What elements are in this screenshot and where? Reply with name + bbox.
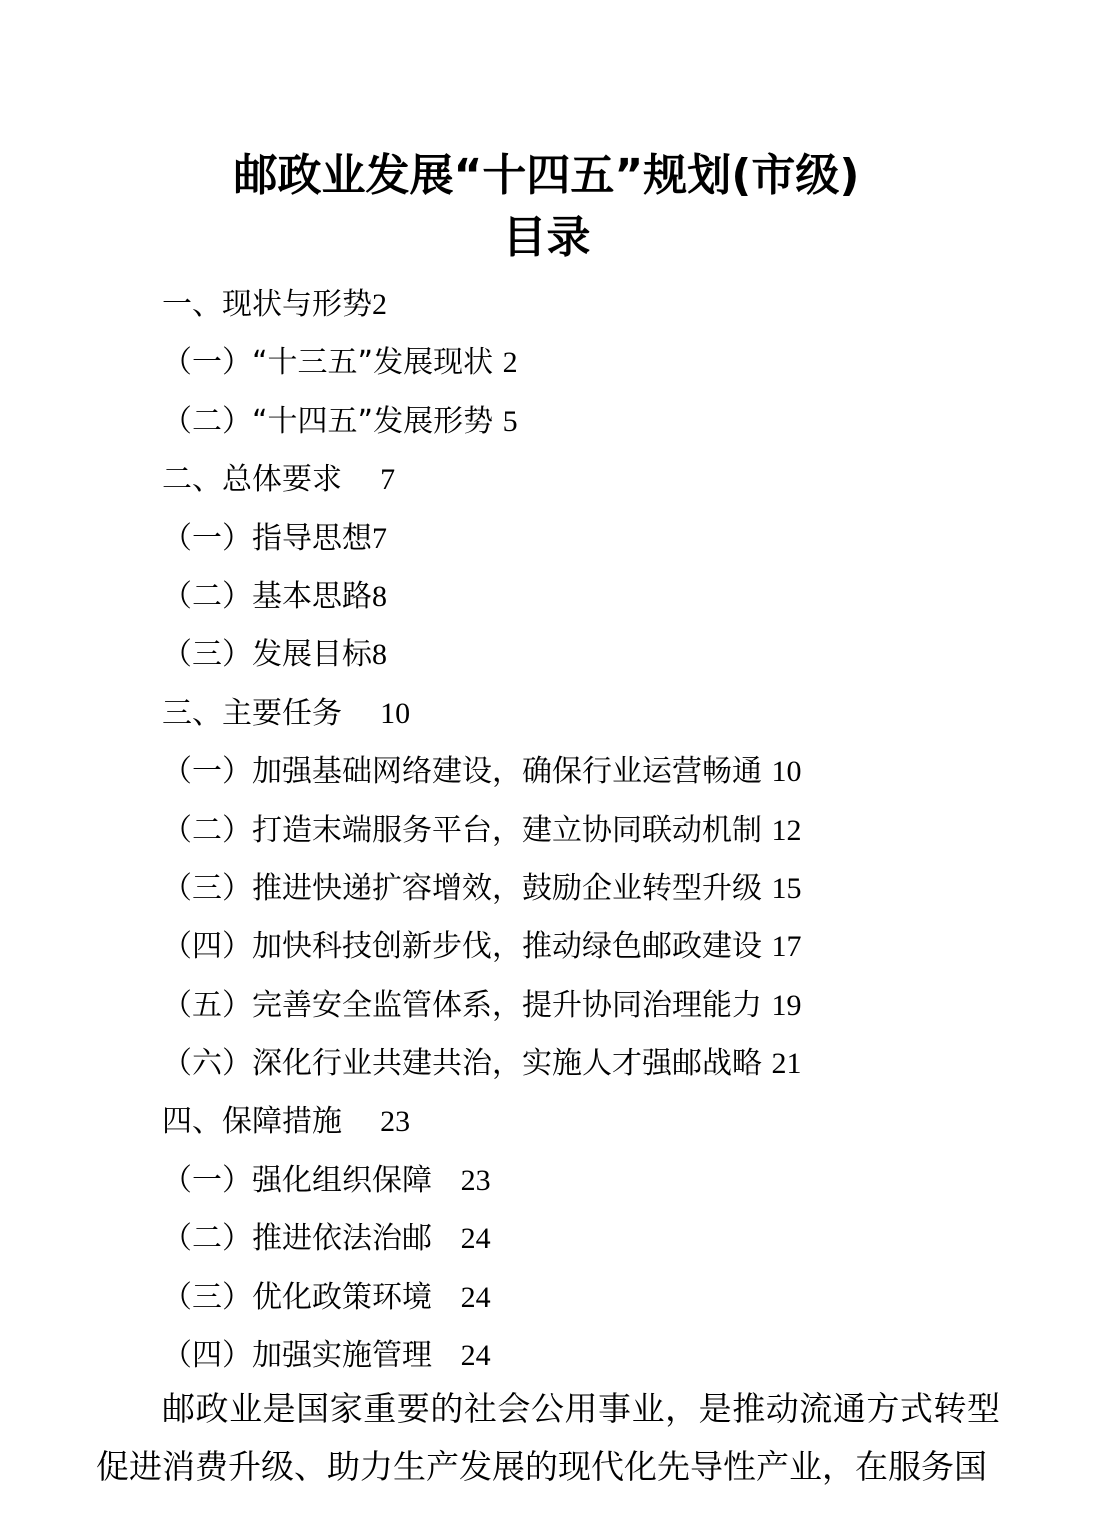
toc-entry-title: （三）推进快递扩容增效，鼓励企业转型升级 xyxy=(162,870,762,906)
toc-entry-page: 24 xyxy=(460,1222,491,1256)
toc-entry xyxy=(162,977,1042,1035)
toc-entry xyxy=(162,1093,1042,1151)
toc-entry-page: 24 xyxy=(460,1339,491,1373)
toc-entry xyxy=(162,510,1042,568)
toc-entry-page: 23 xyxy=(380,1105,411,1139)
toc-entry-title: 四、保障措施 xyxy=(162,1104,342,1140)
toc-entry-page: 15 xyxy=(771,871,802,905)
toc-entry-page: 12 xyxy=(771,813,802,847)
toc-entry xyxy=(162,743,1042,801)
toc-entry-gap xyxy=(762,929,772,964)
toc-entry-page: 17 xyxy=(771,930,802,964)
toc-entry-title: （一）指导思想 xyxy=(162,520,372,556)
toc-entry-page: 8 xyxy=(372,579,387,613)
toc-entry-gap xyxy=(493,345,503,380)
toc-entry-title: （一）强化组织保障 xyxy=(162,1162,432,1198)
toc-entry-page: 23 xyxy=(460,1163,491,1197)
toc-entry xyxy=(162,1210,1042,1268)
toc-entry-page: 2 xyxy=(502,346,518,380)
toc-entry-gap xyxy=(432,1163,461,1198)
toc-entry-title: （二）打造末端服务平台，建立协同联动机制 xyxy=(162,812,762,848)
toc-entry-page: 2 xyxy=(372,288,387,321)
toc-entry-title: （五）完善安全监管体系，提升协同治理能力 xyxy=(162,987,762,1023)
toc-entry xyxy=(162,1035,1042,1093)
toc-entry-gap xyxy=(342,1104,380,1139)
toc-entry xyxy=(162,685,1042,743)
toc-entry xyxy=(162,918,1042,976)
toc-entry-page: 19 xyxy=(771,988,802,1022)
toc-entry-gap xyxy=(762,988,772,1023)
toc-entry-page: 24 xyxy=(460,1280,491,1314)
toc-entry-gap xyxy=(762,813,772,848)
toc-entry-gap xyxy=(762,871,772,906)
toc-entry-gap xyxy=(342,696,380,731)
toc-entry xyxy=(162,626,1042,684)
toc-heading: 目录 xyxy=(502,212,591,263)
toc-entry-title: （六）深化行业共建共治，实施人才强邮战略 xyxy=(162,1046,762,1082)
toc-entry-page: 7 xyxy=(380,463,396,497)
toc-entry xyxy=(162,802,1042,860)
toc-entry-title: （二）“十四五”发展形势 xyxy=(162,403,494,439)
toc-entry-gap xyxy=(432,1221,461,1256)
toc-entry-page: 21 xyxy=(771,1047,802,1081)
toc-entry-title: 二、总体要求 xyxy=(162,462,342,498)
toc-entry-title: （二）基本思路 xyxy=(162,578,372,614)
toc-entry xyxy=(162,568,1042,626)
toc-entry xyxy=(162,451,1042,509)
toc-entry-gap xyxy=(432,1280,461,1315)
table-of-contents xyxy=(162,276,1042,1385)
toc-entry-title: （四）加快科技创新步伐，推动绿色邮政建设 xyxy=(162,929,762,965)
toc-entry-title: 三、主要任务 xyxy=(162,695,342,731)
toc-entry-gap xyxy=(762,1046,772,1081)
toc-entry xyxy=(162,860,1042,918)
toc-entry-page: 10 xyxy=(771,755,802,789)
toc-entry-title: （三）发展目标 xyxy=(162,637,372,673)
body-paragraph: 邮政业是国家重要的社会公用事业，是推动流通方式转型促进消费升级、助力生产发展的现代化先导性产业，在服务国 xyxy=(96,1389,1000,1486)
toc-entry-title: （二）推进依法治邮 xyxy=(162,1221,432,1257)
toc-entry-gap xyxy=(432,1338,461,1373)
toc-entry-page: 10 xyxy=(380,696,411,730)
toc-entry-title: 一、现状与形势 xyxy=(162,287,372,322)
toc-entry xyxy=(162,1327,1042,1385)
toc-entry-page: 5 xyxy=(502,404,518,438)
toc-entry-gap xyxy=(493,404,503,439)
toc-entry-title: （三）优化政策环境 xyxy=(162,1279,432,1315)
toc-entry-title: （四）加强实施管理 xyxy=(162,1338,432,1374)
toc-entry-title: （一）“十三五”发展现状 xyxy=(162,345,494,381)
toc-entry xyxy=(162,334,1042,392)
toc-entry xyxy=(162,393,1042,451)
toc-entry xyxy=(162,1152,1042,1210)
toc-entry xyxy=(162,276,1042,334)
document-title: 邮政业发展“十四五”规划(市级) xyxy=(233,150,860,201)
toc-entry-title: （一）加强基础网络建设，确保行业运营畅通 xyxy=(162,754,762,790)
toc-entry-page: 8 xyxy=(372,638,387,672)
toc-entry xyxy=(162,1269,1042,1327)
toc-entry-gap xyxy=(762,754,772,789)
toc-entry-page: 7 xyxy=(372,521,387,555)
toc-entry-gap xyxy=(342,462,380,497)
